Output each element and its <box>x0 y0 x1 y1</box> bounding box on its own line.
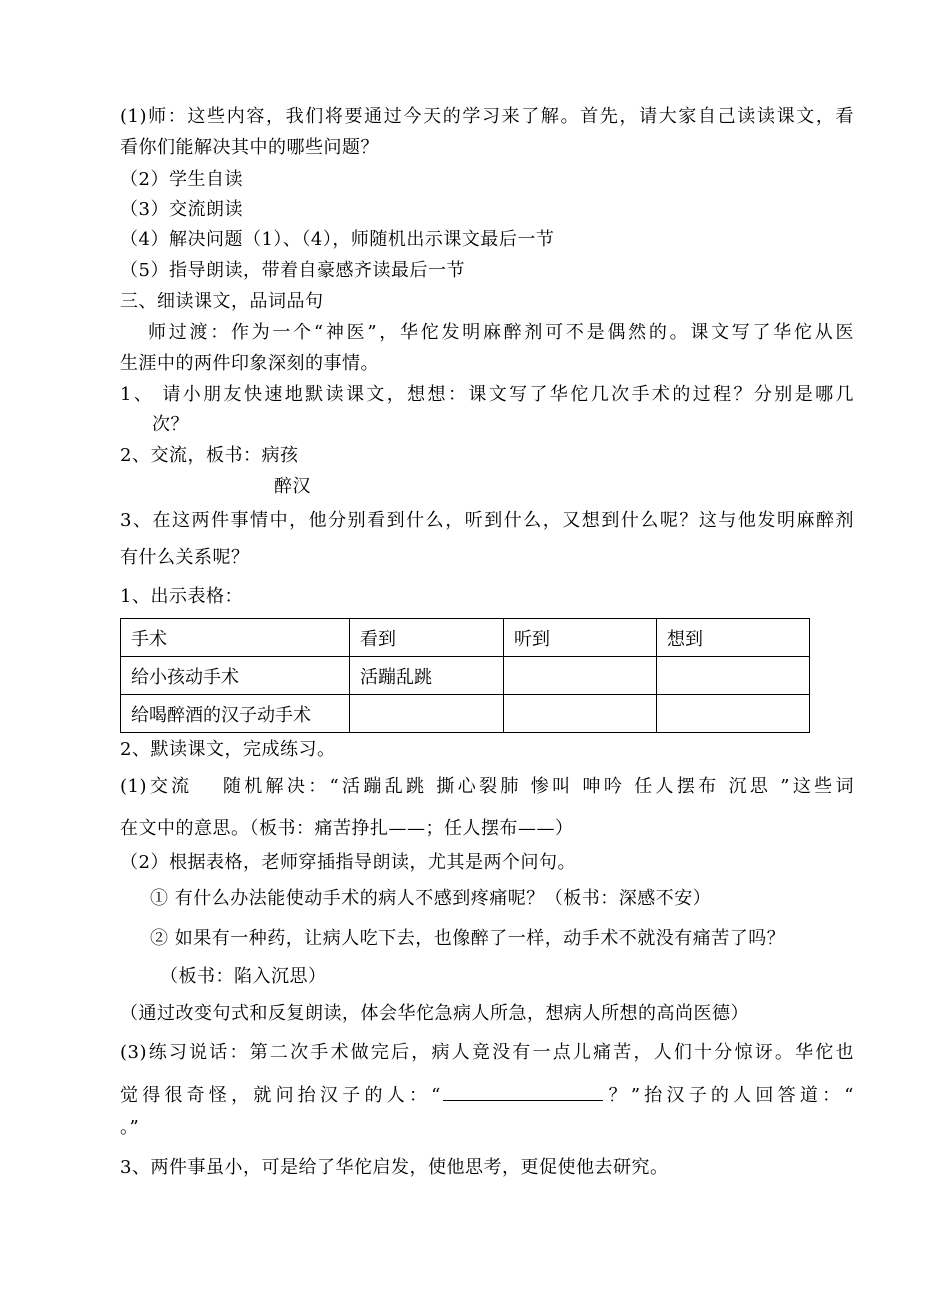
table-header-cell: 看到 <box>350 619 504 657</box>
line-2: 看你们能解决其中的哪些问题？ <box>120 137 379 158</box>
observation-table <box>120 618 810 733</box>
section-heading: 三、细读课文，品词品句 <box>120 291 324 312</box>
line-6: （5）指导朗读，带着自豪感齐读最后一节 <box>120 260 465 281</box>
line-24: （通过改变句式和反复朗读，体会华佗急病人所急，想病人所想的高尚医德） <box>120 1003 749 1024</box>
table-cell <box>504 657 657 695</box>
line-13: 醉汉 <box>274 476 311 497</box>
line-17: 2、默读课文，完成练习。 <box>120 739 336 760</box>
question-1: ① 有什么办法能使动手术的病人不感到疼痛呢？（板书：深感不安） <box>150 888 712 909</box>
table-cell <box>657 657 810 695</box>
line-1: (1)师：这些内容，我们将要通过今天的学习来了解。首先，请大家自己读读课文，看 <box>120 106 854 127</box>
table-row <box>121 695 810 733</box>
line-19: 在文中的意思。（板书：痛苦挣扎——；任人摆布——） <box>120 818 574 839</box>
table-cell <box>657 695 810 733</box>
table-header-cell: 想到 <box>657 619 810 657</box>
question-2: ② 如果有一种药，让病人吃下去，也像醉了一样，动手术不就没有痛苦了吗？ <box>150 928 786 949</box>
line-26 <box>120 1082 854 1107</box>
line-8: 师过渡：作为一个“神医”，华佗发明麻醉剂可不是偶然的。课文写了华佗从医 <box>148 322 854 343</box>
table-cell: 给小孩动手术 <box>121 657 350 695</box>
line-12: 2、交流，板书：病孩 <box>120 445 299 466</box>
line-16: 1、出示表格： <box>120 586 243 607</box>
line-28: 3、两件事虽小，可是给了华佗启发，使他思考，更促使他去研究。 <box>120 1157 669 1178</box>
line-4: （3）交流朗读 <box>120 199 243 220</box>
table-cell: 活蹦乱跳 <box>350 657 504 695</box>
table-row <box>121 657 810 695</box>
line-9: 生涯中的两件印象深刻的事情。 <box>120 353 379 374</box>
table-header-cell: 听到 <box>504 619 657 657</box>
line-18: (1)交流 随机解决：“活蹦乱跳 撕心裂肺 惨叫 呻吟 任人摆布 沉思 ”这些词 <box>120 776 854 797</box>
line-26-start: 觉得很奇怪，就问抬汉子的人：“ <box>120 1085 441 1106</box>
line-11: 次？ <box>152 414 189 435</box>
line-10: 1、 请小朋友快速地默读课文，想想：课文写了华佗几次手术的过程？分别是哪几 <box>120 384 854 405</box>
table-header-row <box>121 619 810 657</box>
line-27: 。” <box>120 1117 140 1138</box>
table-cell <box>350 695 504 733</box>
line-25: (3)练习说话：第二次手术做完后，病人竟没有一点儿痛苦，人们十分惊讶。华佗也 <box>120 1042 854 1063</box>
line-5: （4）解决问题（1）、（4），师随机出示课文最后一节 <box>120 229 555 250</box>
line-23: （板书：陷入沉思） <box>160 966 327 987</box>
line-3: （2）学生自读 <box>120 169 243 190</box>
answer-blank <box>443 1082 603 1101</box>
line-20: （2）根据表格，老师穿插指导朗读，尤其是两个问句。 <box>120 852 576 873</box>
table-cell <box>504 695 657 733</box>
table-header-cell: 手术 <box>121 619 350 657</box>
line-14: 3、在这两件事情中，他分别看到什么，听到什么，又想到什么呢？这与他发明麻醉剂 <box>120 510 854 531</box>
table-cell: 给喝醉酒的汉子动手术 <box>121 695 350 733</box>
line-26-end: ？”抬汉子的人回答道：“ <box>604 1085 854 1106</box>
line-15: 有什么关系呢？ <box>120 547 250 568</box>
